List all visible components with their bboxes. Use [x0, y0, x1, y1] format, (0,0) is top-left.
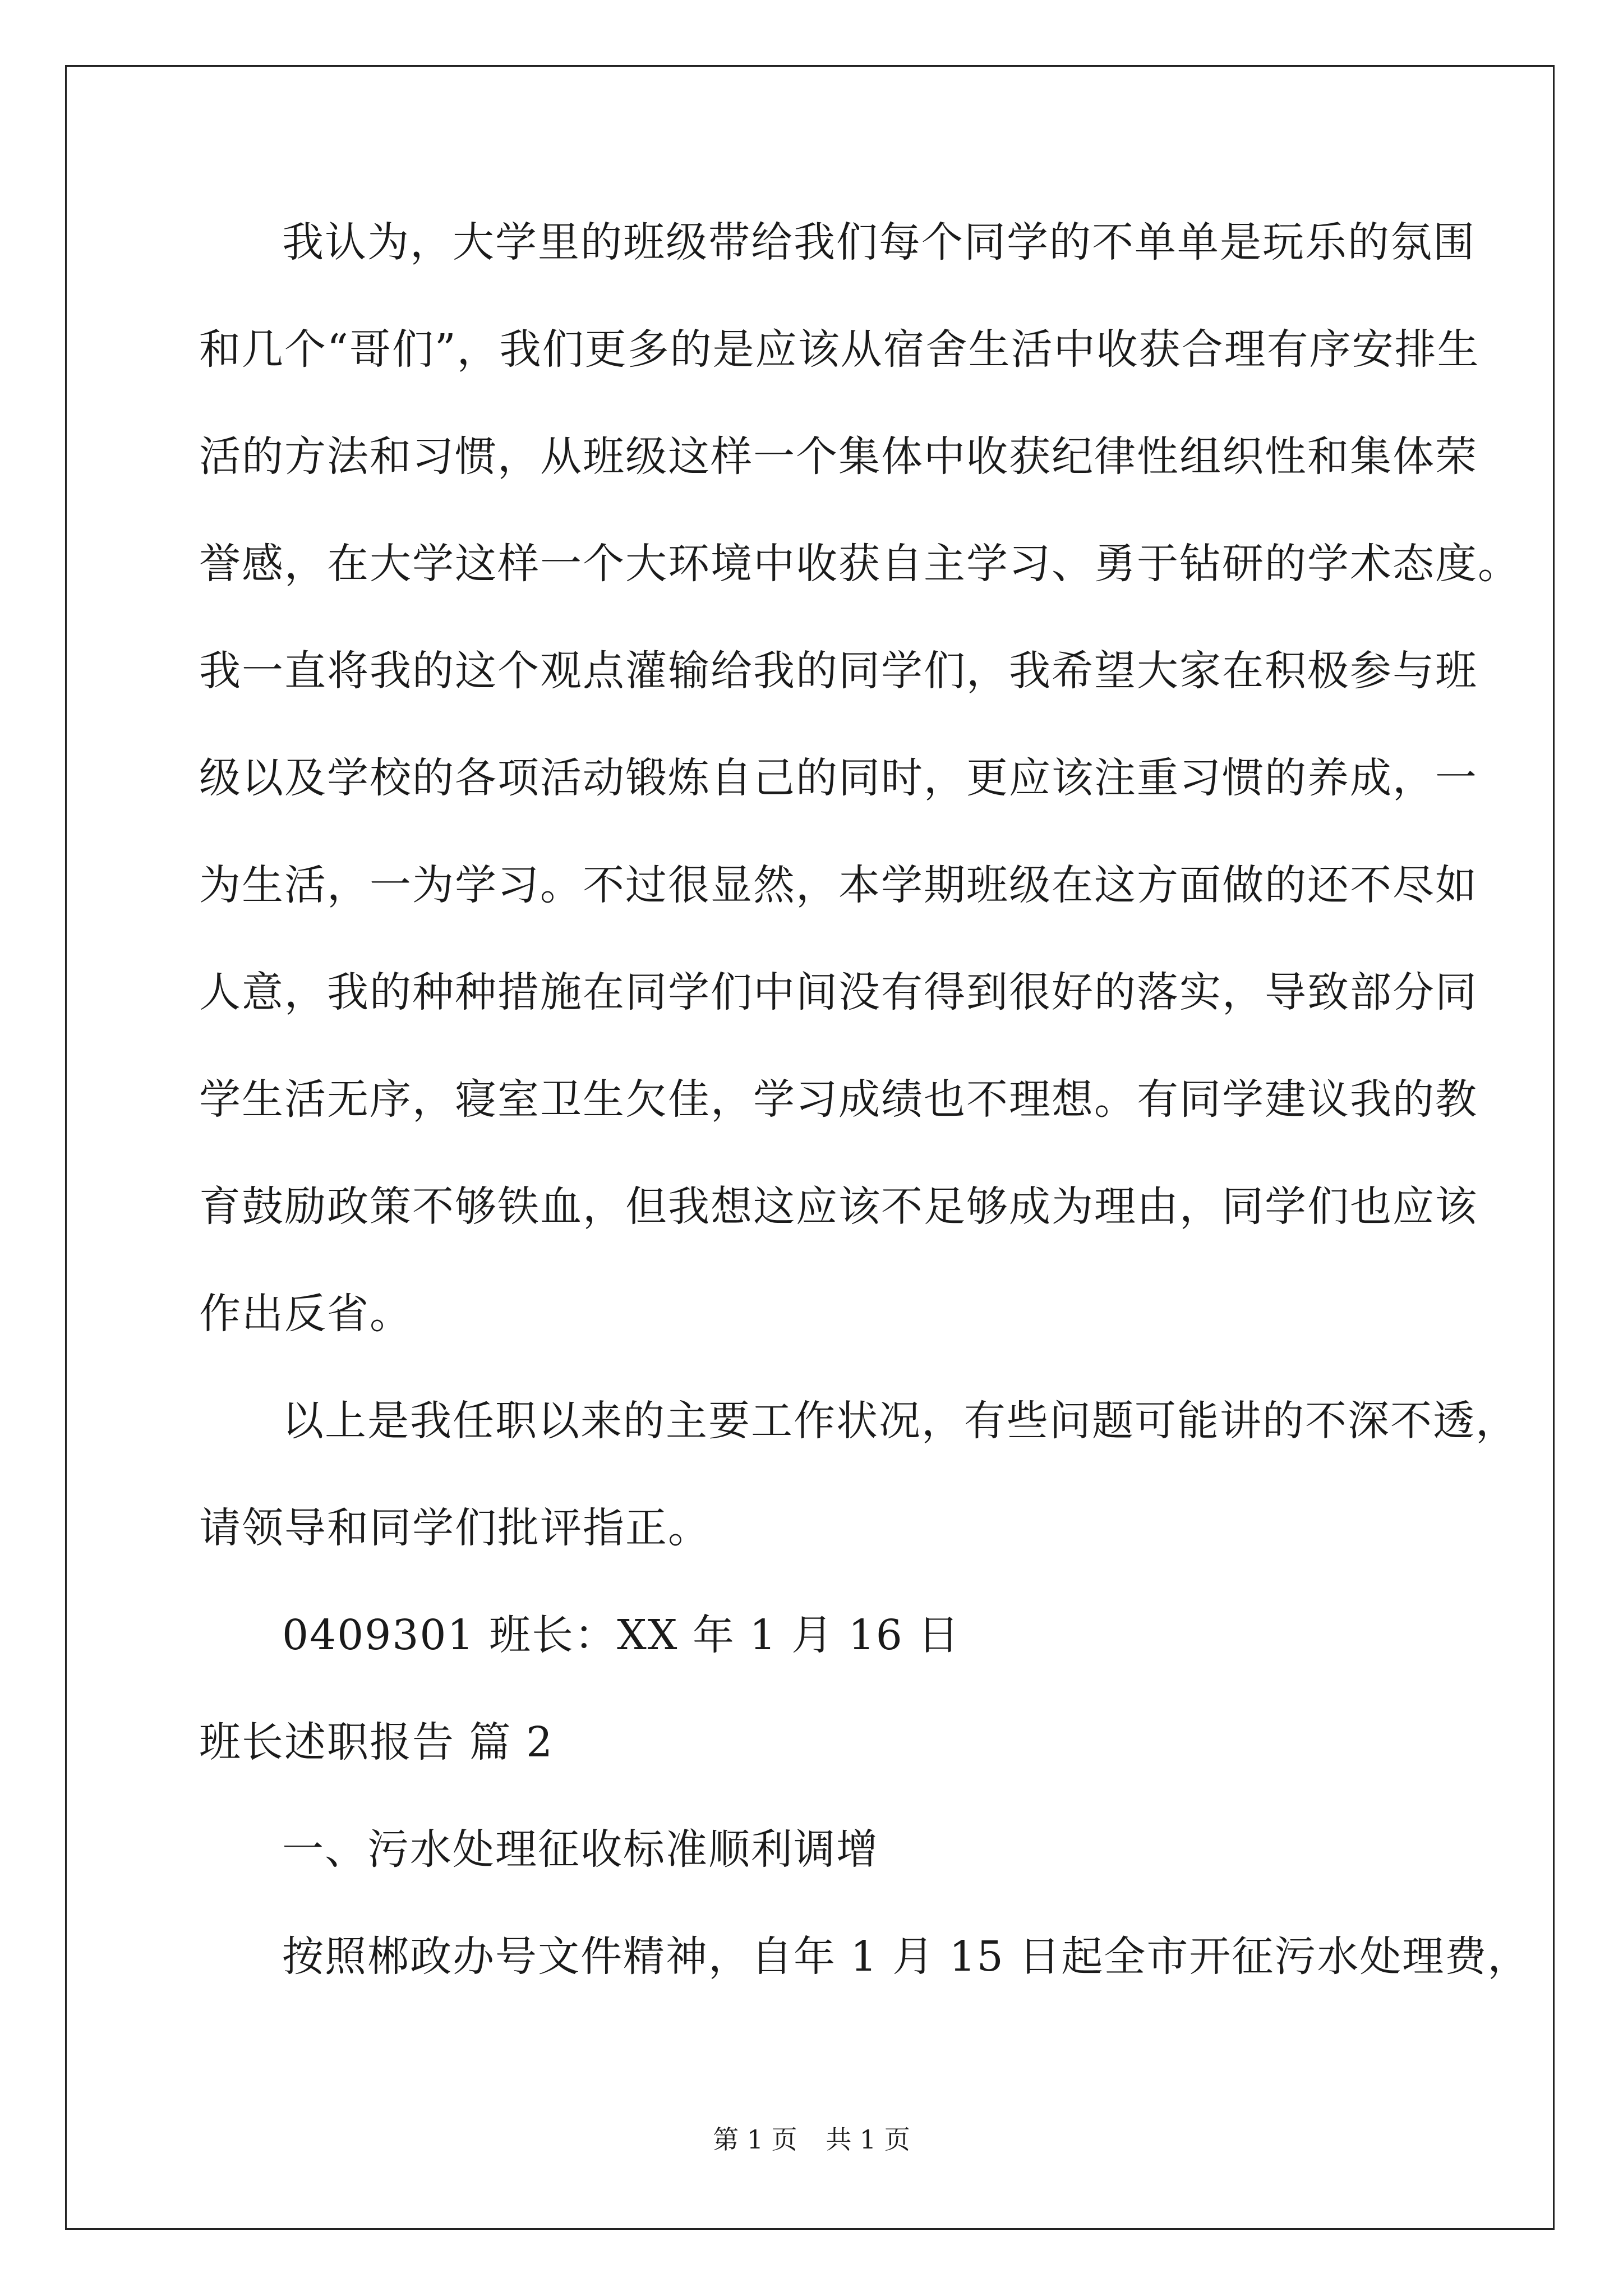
document-body — [199, 214, 1530, 2036]
paragraph-line: 我认为，大学里的班级带给我们每个同学的不单单是玩乐的氛围 — [282, 218, 1476, 266]
total-pages: 共 1 页 — [826, 2124, 910, 2155]
page-footer — [0, 2119, 1623, 2156]
paragraph-line: 誉感，在大学这样一个大环境中收获自主学习、勇于钻研的学术态度。 — [199, 540, 1520, 588]
paragraph-line: 以上是我任职以来的主要工作状况，有些问题可能讲的不深不透， — [282, 1397, 1518, 1445]
paragraph-line: 和几个“哥们”，我们更多的是应该从宿舍生活中收获合理有序安排生 — [199, 325, 1480, 374]
paragraph-line: 请领导和同学们批评指正。 — [199, 1504, 711, 1552]
page-number: 第 1 页 — [713, 2124, 797, 2155]
paragraph-line: 人意，我的种种措施在同学们中间没有得到很好的落实，导致部分同 — [199, 968, 1478, 1016]
paragraph-line: 学生活无序，寝室卫生欠佳，学习成绩也不理想。有同学建议我的教 — [199, 1075, 1478, 1124]
paragraph-line: 作出反省。 — [199, 1290, 412, 1338]
signature-line: 0409301 班长：XX 年 1 月 16 日 — [282, 1611, 961, 1659]
subsection-heading: 一、污水处理征收标准顺利调增 — [282, 1825, 879, 1874]
paragraph-line: 按照郴政办号文件精神，自年 1 月 15 日起全市开征污水处理费， — [282, 1932, 1530, 1981]
section-heading: 班长述职报告 篇 2 — [199, 1718, 554, 1766]
paragraph-line: 级以及学校的各项活动锻炼自己的同时，更应该注重习惯的养成，一 — [199, 754, 1478, 802]
paragraph-line: 我一直将我的这个观点灌输给我的同学们，我希望大家在积极参与班 — [199, 647, 1478, 695]
paragraph-line: 为生活，一为学习。不过很显然，本学期班级在这方面做的还不尽如 — [199, 861, 1478, 909]
paragraph-line: 育鼓励政策不够铁血，但我想这应该不足够成为理由，同学们也应该 — [199, 1182, 1478, 1231]
paragraph-line: 活的方法和习惯，从班级这样一个集体中收获纪律性组织性和集体荣 — [199, 432, 1478, 481]
